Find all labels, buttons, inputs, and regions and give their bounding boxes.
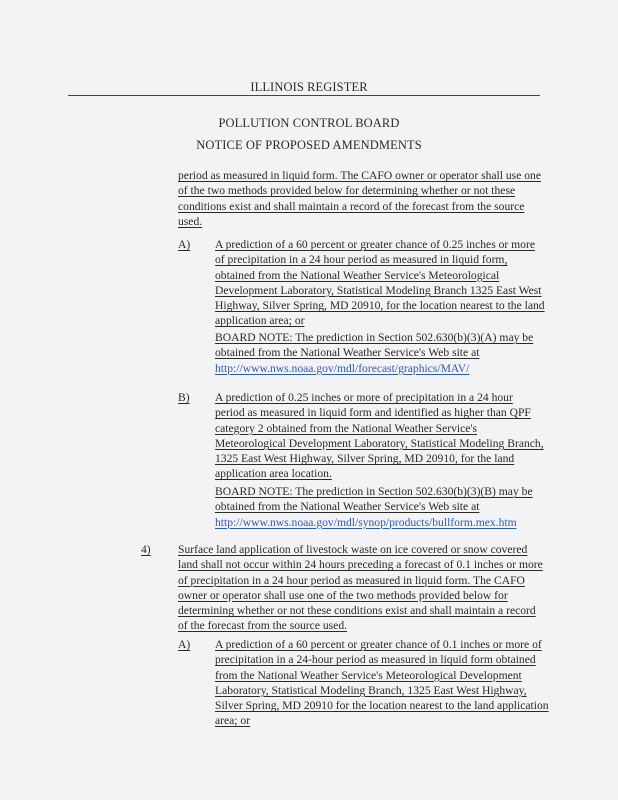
- item-4-text: Surface land application of livestock waste on ice covered or snow covered land shall not occur within 24 hours preceding a forecast of 0.1 inches or more of precipitation in a 24 hour period as measured in liquid form. The CAFO owner or operator shall use one of the two methods provided below for determining whether or not these conditions exist and shall maintain a record of the forecast from the source used.: [178, 543, 543, 633]
- intro-paragraph: period as measured in liquid form. The CAFO owner or operator shall use one of the two methods provided below for determining whether or not these conditions exist and shall maintain a record of the forecast from the source used.: [178, 169, 541, 228]
- header-rule: [68, 95, 540, 96]
- item-3a-label: A): [178, 238, 191, 251]
- item-3a-link[interactable]: http://www.nws.noaa.gov/mdl/forecast/graphics/MAV/: [215, 361, 470, 375]
- item-4a-label: A): [178, 638, 191, 651]
- board-title: POLLUTION CONTROL BOARD: [218, 116, 400, 130]
- item-4a-text: A prediction of a 60 percent or greater chance of 0.1 inches or more of precipitation in a 24-hour period as measured in liquid form obtained from the National Weather Service's Meteorological Development Laboratory, Statistical Modeling Branch, 1325 East West Highway, Silver Spring, MD 20910 for the location nearest to the land application area; or: [215, 638, 549, 728]
- item-4-label: 4): [141, 543, 151, 556]
- item-3a-text: A prediction of a 60 percent or greater chance of 0.25 inches or more of precipitation in a 24 hour period as measured in liquid form, obtained from the National Weather Service's Meteorological Development Laboratory, Statistical Modeling Branch 1325 East West Highway, Silver Spring, MD 20910, for the location nearest to the land application area; or: [215, 238, 545, 328]
- item-3a-note-text: BOARD NOTE: The prediction in Section 502.630(b)(3)(A) may be obtained from the National Weather Service's Web site at: [215, 331, 534, 360]
- register-title: ILLINOIS REGISTER: [250, 80, 368, 94]
- item-3a-note: [215, 330, 545, 376]
- item-3b-text: A prediction of 0.25 inches or more of precipitation in a 24 hour period as measured in liquid form and identified as higher than QPF category 2 obtained from the National Weather Service's Meteorological Development Laboratory, Statistical Modeling Branch, 1325 East West Highway, Silver Spring, MD 20910, for the land application area location.: [215, 391, 544, 481]
- item-3b-label: B): [178, 391, 190, 404]
- item-3b-note-text: BOARD NOTE: The prediction in Section 502.630(b)(3)(B) may be obtained from the National Weather Service's Web site at: [215, 485, 533, 514]
- item-3b-link[interactable]: http://www.nws.noaa.gov/mdl/synop/products/bullform.mex.htm: [215, 515, 517, 529]
- notice-title: NOTICE OF PROPOSED AMENDMENTS: [196, 138, 422, 152]
- item-3b-note: [215, 484, 545, 530]
